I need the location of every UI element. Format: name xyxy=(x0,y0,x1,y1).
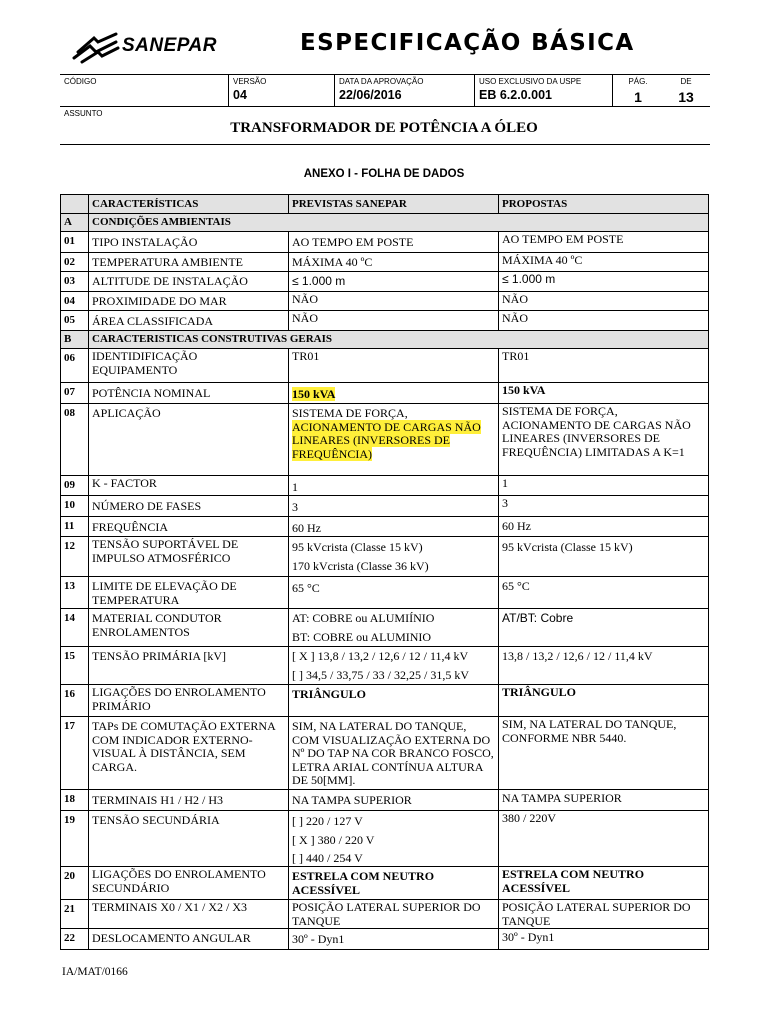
row-num: 13 xyxy=(61,577,89,609)
row-proposta: POSIÇÃO LATERAL SUPERIOR DO TANQUE xyxy=(499,900,709,929)
row-proposta: 65 °C xyxy=(499,577,709,609)
row-prevista-line: [ X ] 380 / 220 V xyxy=(292,832,375,847)
row-caracteristica: TEMPERATURA AMBIENTE xyxy=(89,253,289,272)
row-prevista: 3 xyxy=(289,496,499,517)
row-prevista: MÁXIMA 40 ºC xyxy=(289,253,499,272)
row-caracteristica: ÁREA CLASSIFICADA xyxy=(89,311,289,331)
footer-code: IA/MAT/0166 xyxy=(62,966,128,978)
row-proposta: TRIÂNGULO xyxy=(499,685,709,717)
row-num: 20 xyxy=(61,867,89,900)
row-proposta: 380 / 220V xyxy=(499,811,709,867)
row-caracteristica: DESLOCAMENTO ANGULAR xyxy=(89,929,289,950)
row-num: 12 xyxy=(61,537,89,577)
row-prevista-line: [ ] 220 / 127 V xyxy=(292,814,363,828)
row-proposta: 1 xyxy=(499,476,709,496)
row-num: 11 xyxy=(61,517,89,537)
row-num: 22 xyxy=(61,929,89,950)
row-num: 01 xyxy=(61,232,89,253)
row-prevista: TR01 xyxy=(289,349,499,383)
header-caracteristicas: CARACTERÍSTICAS xyxy=(89,195,289,214)
row-prevista-line: [ ] 440 / 254 V xyxy=(292,851,363,865)
table-row xyxy=(61,717,709,790)
row-num: 15 xyxy=(61,647,89,685)
total-paginas-label: DE xyxy=(680,77,692,86)
row-proposta: 150 kVA xyxy=(499,383,709,404)
row-proposta: 60 Hz xyxy=(499,517,709,537)
row-num: 17 xyxy=(61,717,89,790)
row-prevista: ESTRELA COM NEUTRO ACESSÍVEL xyxy=(289,867,499,900)
row-caracteristica: TIPO INSTALAÇÃO xyxy=(89,232,289,253)
table-row xyxy=(61,383,709,404)
table-row xyxy=(61,811,709,867)
row-proposta: SISTEMA DE FORÇA, ACIONAMENTO DE CARGAS NÃO LINEARES (INVERSORES DE FREQUÊNCIA) LIMITADAS A K=1 xyxy=(499,404,709,476)
row-prevista: 1 xyxy=(289,476,499,496)
data-aprovacao-label: DATA DA APROVAÇÃO xyxy=(339,77,424,86)
highlighted-text: ACIONAMENTO DE CARGAS NÃO LINEARES (INVERSORES DE FREQUÊNCIA) xyxy=(292,419,481,461)
row-prevista xyxy=(289,383,499,404)
row-caracteristica: K - FACTOR xyxy=(89,476,289,496)
row-caracteristica: TENSÃO SUPORTÁVEL DE IMPULSO ATMOSFÉRICO xyxy=(89,537,289,577)
row-prevista: NÃO xyxy=(289,292,499,311)
section-title: CONDIÇÕES AMBIENTAIS xyxy=(89,214,709,232)
row-prevista xyxy=(289,537,499,577)
section-title: CARACTERISTICAS CONSTRUTIVAS GERAIS xyxy=(89,331,709,349)
table-row xyxy=(61,577,709,609)
table-header-row xyxy=(61,195,709,214)
table-row xyxy=(61,609,709,647)
row-num: 05 xyxy=(61,311,89,331)
row-prevista: TRIÂNGULO xyxy=(289,685,499,717)
table-row xyxy=(61,790,709,811)
pagina-value: 1 xyxy=(634,89,642,105)
row-num: 07 xyxy=(61,383,89,404)
row-prevista: 30º - Dyn1 xyxy=(289,929,499,950)
pagina-label: PÁG. xyxy=(628,77,648,86)
row-prevista: ≤ 1.000 m xyxy=(289,272,499,292)
row-prevista: 65 °C xyxy=(289,577,499,609)
header-propostas: PROPOSTAS xyxy=(499,195,709,214)
row-caracteristica: TERMINAIS H1 / H2 / H3 xyxy=(89,790,289,811)
row-prevista xyxy=(289,647,499,685)
row-caracteristica: ALTITUDE DE INSTALAÇÃO xyxy=(89,272,289,292)
row-num: 09 xyxy=(61,476,89,496)
data-aprovacao-value: 22/06/2016 xyxy=(339,88,402,102)
data-aprovacao-cell xyxy=(334,75,475,106)
row-num: 02 xyxy=(61,253,89,272)
row-num: 14 xyxy=(61,609,89,647)
row-proposta: NÃO xyxy=(499,292,709,311)
row-prevista: POSIÇÃO LATERAL SUPERIOR DO TANQUE xyxy=(289,900,499,929)
row-prevista-text: SISTEMA DE FORÇA, xyxy=(292,406,408,420)
logo-text: SANEPAR xyxy=(122,35,217,56)
row-caracteristica: LIMITE DE ELEVAÇÃO DE TEMPERATURA xyxy=(89,577,289,609)
row-num: 18 xyxy=(61,790,89,811)
row-prevista: SIM, NA LATERAL DO TANQUE, COM VISUALIZAÇÃO EXTERNA DO Nº DO TAP NA COR BRANCO FOSCO, LETRA ARIAL CONTÍNUA ALTURA DE 50[MM]. xyxy=(289,717,499,790)
row-num: 03 xyxy=(61,272,89,292)
row-prevista-line: AT: COBRE ou ALUMIÍNIO xyxy=(292,611,435,625)
subject-title: TRANSFORMADOR DE POTÊNCIA A ÓLEO xyxy=(230,120,538,136)
row-prevista: NÃO xyxy=(289,311,499,331)
table-row xyxy=(61,537,709,577)
row-caracteristica: TENSÃO PRIMÁRIA [kV] xyxy=(89,647,289,685)
data-sheet-table xyxy=(60,194,709,950)
row-prevista-line: 170 kVcrista (Classe 36 kV) xyxy=(292,558,429,573)
table-row xyxy=(61,292,709,311)
row-proposta: AT/BT: Cobre xyxy=(499,609,709,647)
row-caracteristica: LIGAÇÕES DO ENROLAMENTO PRIMÁRIO xyxy=(89,685,289,717)
table-row xyxy=(61,253,709,272)
row-proposta: NÃO xyxy=(499,311,709,331)
table-row xyxy=(61,900,709,929)
versao-cell xyxy=(228,75,335,106)
header-previstas: PREVISTAS SANEPAR xyxy=(289,195,499,214)
row-prevista-line: BT: COBRE ou ALUMINIO xyxy=(292,629,432,644)
row-prevista xyxy=(289,811,499,867)
row-caracteristica: TENSÃO SECUNDÁRIA xyxy=(89,811,289,867)
table-row xyxy=(61,929,709,950)
pagina-cell xyxy=(612,75,663,106)
subject-divider xyxy=(60,144,710,145)
table-row xyxy=(61,311,709,331)
row-prevista xyxy=(289,609,499,647)
highlighted-text: 150 kVA xyxy=(292,387,336,401)
row-prevista: AO TEMPO EM POSTE xyxy=(289,232,499,253)
table-row xyxy=(61,272,709,292)
row-caracteristica: LIGAÇÕES DO ENROLAMENTO SECUNDÁRIO xyxy=(89,867,289,900)
table-row xyxy=(61,685,709,717)
row-prevista-line: [ ] 34,5 / 33,75 / 33 / 32,25 / 31,5 kV xyxy=(292,667,469,682)
row-num: 06 xyxy=(61,349,89,383)
uso-exclusivo-label: USO EXCLUSIVO DA USPE xyxy=(479,77,582,86)
section-row xyxy=(61,331,709,349)
table-row xyxy=(61,232,709,253)
table-row xyxy=(61,349,709,383)
row-proposta: 95 kVcrista (Classe 15 kV) xyxy=(499,537,709,577)
table-row xyxy=(61,867,709,900)
table-row xyxy=(61,476,709,496)
row-proposta: MÁXIMA 40 ºC xyxy=(499,253,709,272)
versao-value: 04 xyxy=(233,88,247,102)
total-paginas-value: 13 xyxy=(678,89,694,105)
table-row xyxy=(61,517,709,537)
row-caracteristica: APLICAÇÃO xyxy=(89,404,289,476)
section-id: A xyxy=(61,214,89,232)
row-proposta: 13,8 / 13,2 / 12,6 / 12 / 11,4 kV xyxy=(499,647,709,685)
row-caracteristica: FREQUÊNCIA xyxy=(89,517,289,537)
row-caracteristica: TAPs DE COMUTAÇÃO EXTERNA COM INDICADOR EXTERNO-VISUAL À DISTÂNCIA, SEM CARGA. xyxy=(89,717,289,790)
row-proposta: 3 xyxy=(499,496,709,517)
row-caracteristica: IDENTIDIFICAÇÃO EQUIPAMENTO xyxy=(89,349,289,383)
table-row xyxy=(61,496,709,517)
row-caracteristica: PROXIMIDADE DO MAR xyxy=(89,292,289,311)
annex-title: ANEXO I - FOLHA DE DADOS xyxy=(303,168,465,180)
row-num: 21 xyxy=(61,900,89,929)
table-row xyxy=(61,647,709,685)
codigo-cell xyxy=(60,75,228,106)
row-proposta: NA TAMPA SUPERIOR xyxy=(499,790,709,811)
versao-label: VERSÃO xyxy=(233,77,267,86)
row-proposta: ESTRELA COM NEUTRO ACESSÍVEL xyxy=(499,867,709,900)
row-caracteristica: TERMINAIS X0 / X1 / X2 / X3 xyxy=(89,900,289,929)
row-prevista: NA TAMPA SUPERIOR xyxy=(289,790,499,811)
row-num: 16 xyxy=(61,685,89,717)
row-prevista xyxy=(289,404,499,476)
section-id: B xyxy=(61,331,89,349)
row-num: 04 xyxy=(61,292,89,311)
row-proposta: 30º - Dyn1 xyxy=(499,929,709,950)
row-proposta: TR01 xyxy=(499,349,709,383)
section-row xyxy=(61,214,709,232)
row-caracteristica: POTÊNCIA NOMINAL xyxy=(89,383,289,404)
uso-exclusivo-value: EB 6.2.0.001 xyxy=(479,88,552,102)
row-proposta: ≤ 1.000 m xyxy=(499,272,709,292)
row-proposta: SIM, NA LATERAL DO TANQUE, CONFORME NBR 5440. xyxy=(499,717,709,790)
total-paginas-cell xyxy=(662,75,710,106)
codigo-label: CÓDIGO xyxy=(64,77,97,86)
row-caracteristica: MATERIAL CONDUTOR ENROLAMENTOS xyxy=(89,609,289,647)
row-prevista-line: 95 kVcrista (Classe 15 kV) xyxy=(292,540,423,554)
uso-exclusivo-cell xyxy=(474,75,613,106)
document-meta-bar xyxy=(60,74,710,107)
row-num: 19 xyxy=(61,811,89,867)
row-num: 10 xyxy=(61,496,89,517)
row-proposta: AO TEMPO EM POSTE xyxy=(499,232,709,253)
table-row xyxy=(61,404,709,476)
row-num: 08 xyxy=(61,404,89,476)
row-caracteristica: NÚMERO DE FASES xyxy=(89,496,289,517)
assunto-label: ASSUNTO xyxy=(64,109,103,118)
header-num-cell xyxy=(61,195,89,214)
document-title: ESPECIFICAÇÃO BÁSICA xyxy=(300,30,635,56)
row-prevista-line: [ X ] 13,8 / 13,2 / 12,6 / 12 / 11,4 kV xyxy=(292,649,469,663)
row-prevista: 60 Hz xyxy=(289,517,499,537)
